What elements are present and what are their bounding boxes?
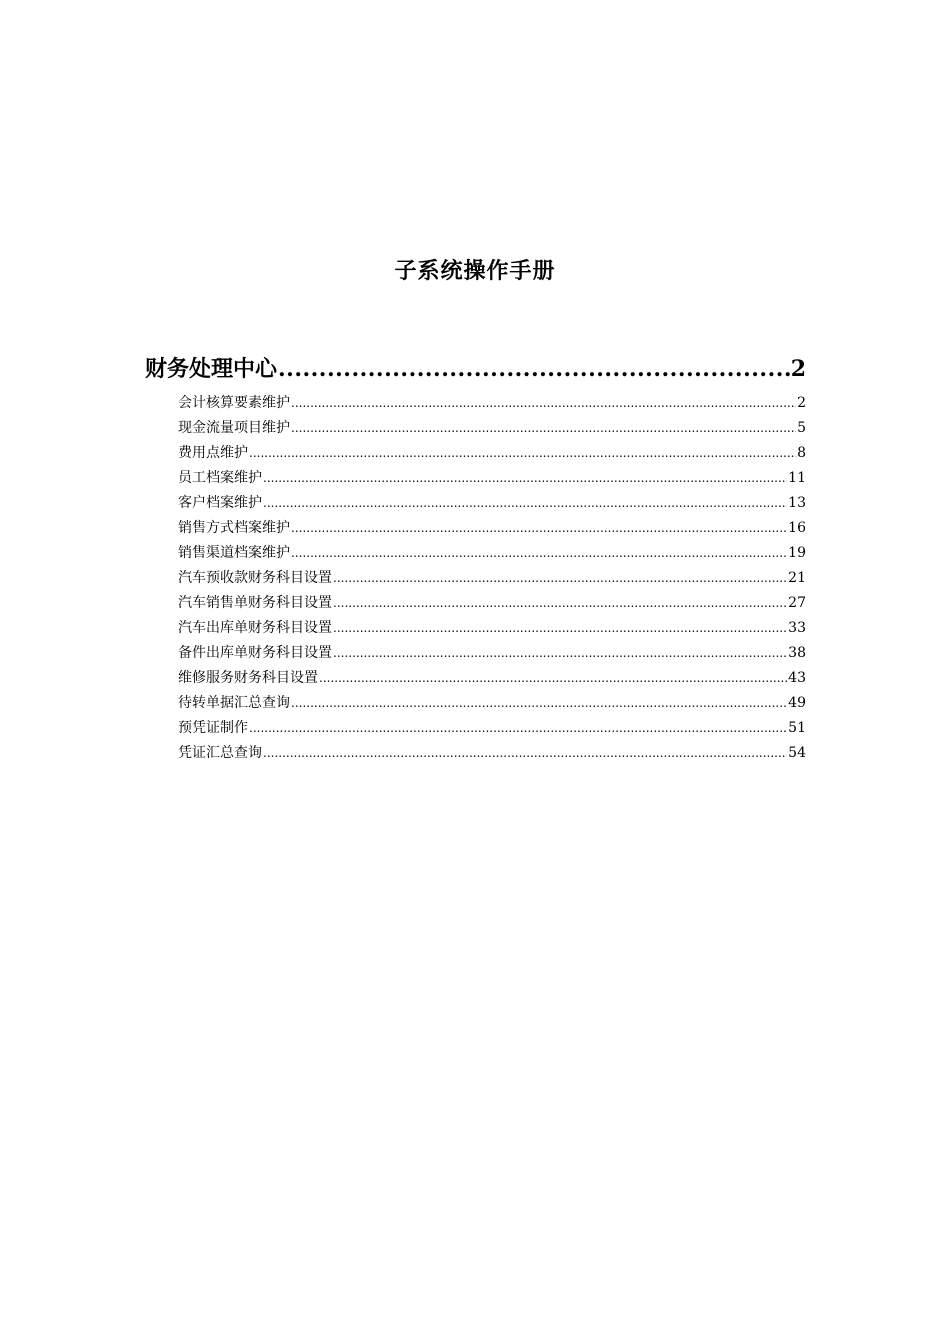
toc-entry-label: 费用点维护 [178, 445, 248, 461]
toc-dot-leader [291, 416, 796, 441]
toc-entry-label: 会计核算要素维护 [178, 395, 290, 411]
toc-entry[interactable] [178, 691, 806, 716]
toc-entry-page: 13 [788, 495, 806, 511]
toc-entry-label: 汽车预收款财务科目设置 [178, 570, 332, 586]
toc-entry-page: 16 [788, 520, 806, 536]
toc-entry-page: 19 [788, 545, 806, 561]
toc-entry-page: 54 [788, 745, 806, 761]
toc-entry-page: 5 [797, 420, 806, 436]
toc-entry[interactable] [178, 541, 806, 566]
toc-entry-label: 预凭证制作 [178, 720, 248, 736]
toc-entry-label: 备件出库单财务科目设置 [178, 645, 332, 661]
table-of-contents [145, 352, 806, 766]
toc-entry-label: 待转单据汇总查询 [178, 695, 290, 711]
toc-entry-label: 维修服务财务科目设置 [178, 670, 318, 686]
toc-dot-leader [263, 741, 787, 766]
toc-entry[interactable] [178, 591, 806, 616]
toc-entry[interactable] [178, 416, 806, 441]
toc-entry[interactable] [178, 566, 806, 591]
toc-heading-entry[interactable] [145, 352, 806, 386]
toc-entry-label: 员工档案维护 [178, 470, 262, 486]
toc-entry-page: 43 [788, 670, 806, 686]
toc-entry-page: 38 [788, 645, 806, 661]
toc-entry[interactable] [178, 466, 806, 491]
toc-entry-label: 凭证汇总查询 [178, 745, 262, 761]
toc-dot-leader [333, 591, 787, 616]
toc-entry[interactable] [178, 666, 806, 691]
toc-dot-leader [291, 516, 787, 541]
toc-entry-page: 11 [788, 470, 806, 486]
toc-dot-leader [333, 641, 787, 666]
toc-entry-page: 21 [788, 570, 806, 586]
toc-entry[interactable] [178, 441, 806, 466]
toc-dot-leader [291, 691, 787, 716]
toc-dot-leader [263, 466, 787, 491]
toc-dot-leader [319, 666, 787, 691]
toc-entry-page: 51 [788, 720, 806, 736]
toc-entry[interactable] [178, 616, 806, 641]
toc-entry-label: 销售渠道档案维护 [178, 545, 290, 561]
toc-entry[interactable] [178, 716, 806, 741]
toc-dot-leader [249, 441, 796, 466]
toc-dot-leader [333, 616, 787, 641]
toc-entry-label: 现金流量项目维护 [178, 420, 290, 436]
toc-entry[interactable] [178, 641, 806, 666]
toc-dot-leader [291, 541, 787, 566]
toc-heading-label: 财务处理中心 [145, 356, 278, 382]
toc-entry-page: 2 [797, 395, 806, 411]
toc-entry[interactable] [178, 391, 806, 416]
toc-entry[interactable] [178, 741, 806, 766]
toc-entry[interactable] [178, 491, 806, 516]
toc-entry-page: 8 [797, 445, 806, 461]
toc-entry-page: 33 [788, 620, 806, 636]
toc-dot-leader [263, 491, 787, 516]
document-title: 子系统操作手册 [394, 258, 556, 284]
toc-dot-leader [333, 566, 787, 591]
toc-dot-leader [291, 391, 796, 416]
toc-entry-label: 汽车销售单财务科目设置 [178, 595, 332, 611]
toc-entry-label: 销售方式档案维护 [178, 520, 290, 536]
toc-dot-leader [249, 716, 787, 741]
toc-entry[interactable] [178, 516, 806, 541]
toc-entry-label: 汽车出库单财务科目设置 [178, 620, 332, 636]
toc-entry-label: 客户档案维护 [178, 495, 262, 511]
toc-heading-page: 2 [790, 356, 806, 382]
toc-entry-page: 27 [788, 595, 806, 611]
toc-entry-page: 49 [788, 695, 806, 711]
toc-dot-leader [278, 352, 790, 386]
